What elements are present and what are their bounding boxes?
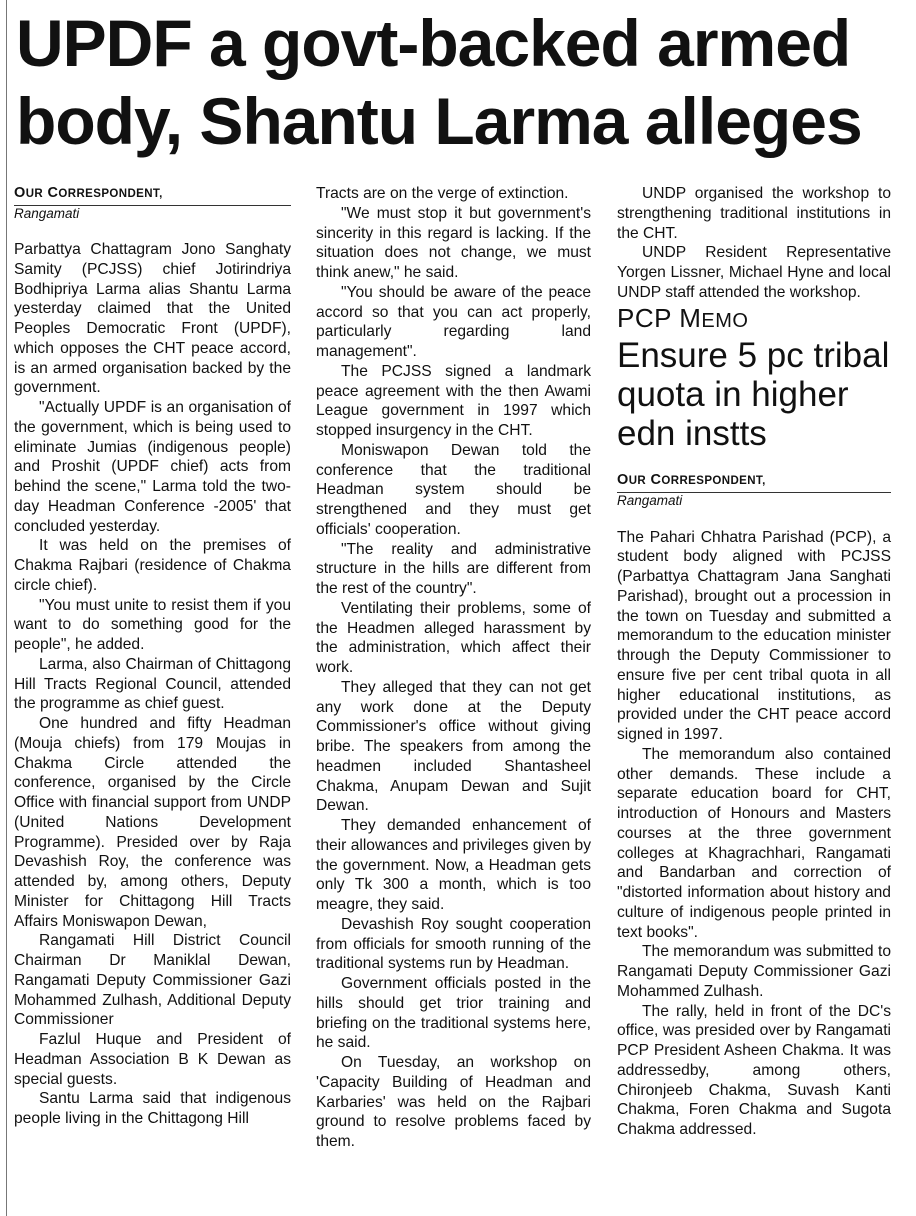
paragraph: Moniswapon Dewan told the conference that the traditional Headman system should be strengthened and they must get officials' cooperation. bbox=[316, 441, 591, 538]
article-column-1 bbox=[14, 184, 291, 1129]
paragraph: They demanded enhancement of their allowances and privileges given by the government. Now, a Headman gets only Tk 300 a month, which is too meagre, they said. bbox=[316, 817, 591, 913]
byline: OUR CORRESPONDENT, bbox=[14, 185, 163, 201]
paragraph: They alleged that they can not get any work done at the Deputy Commissioner's office without giving bribe. The speakers from among the headmen included Shantasheel Chakma, Anupam Dewan and Sujit Dewan. bbox=[316, 678, 591, 815]
byline-location: Rangamati bbox=[14, 206, 80, 221]
paragraph: Santu Larma said that indigenous people living in the Chittagong Hill bbox=[14, 1090, 291, 1127]
paragraph: Rangamati Hill District Council Chairman Dr Maniklal Dewan, Rangamati Deputy Commissioner Gazi Mohammed Zulhash, Additional Deputy Commissioner bbox=[14, 932, 291, 1029]
paragraph: The rally, held in front of the DC's office, was presided over by Rangamati PCP President Asheen Chakma. It was addressedby, among others, Chironjeeb Chakma, Suvash Kanti Chakma, Foren Chakma and Sugota Chakma addressed. bbox=[617, 1002, 891, 1138]
paragraph: "Actually UPDF is an organisation of the government, which is being used to eliminate Jumias (indigenous people) and Proshit (UPDF chief) acts from behind the scene," Larma told the two-day Headman Conference -2005' that concluded yesterday. bbox=[14, 399, 291, 535]
byline-location: Rangamati bbox=[617, 492, 683, 508]
paragraph: UNDP organised the workshop to strengthening traditional institutions in the CHT. bbox=[617, 185, 891, 242]
paragraph: The Pahari Chhatra Parishad (PCP), a student body aligned with PCJSS (Parbattya Chattagram Jana Sanghati Parishad), brought out a procession in the town on Tuesday and submitted a memorandum to the education minister through the Deputy Commissioner to ensure five per cent tribal quota in all higher educational institutions, as provided under the CHT peace accord signed in 1997. bbox=[617, 528, 891, 743]
paragraph: "You must unite to resist them if you want to do something good for the people", he added. bbox=[14, 596, 291, 653]
subheadline: Ensure 5 pc tribal quota in higher edn instts bbox=[617, 335, 890, 453]
paragraph: Ventilating their problems, some of the Headmen alleged harassment by the administration, which affect their work. bbox=[316, 599, 591, 676]
paragraph: Tracts are on the verge of extinction. bbox=[316, 185, 569, 202]
byline: OUR CORRESPONDENT, bbox=[617, 471, 766, 488]
paragraph: The memorandum was submitted to Rangamati Deputy Commissioner Gazi Mohammed Zulhash. bbox=[617, 943, 891, 1000]
paragraph: UNDP Resident Representative Yorgen Lissner, Michael Hyne and local UNDP staff attended the workshop. bbox=[617, 244, 891, 301]
paragraph: On Tuesday, an workshop on 'Capacity Building of Headman and Karbaries' was held on the Rajbari ground to resolve problems faced by them. bbox=[316, 1054, 591, 1150]
paragraph: The PCJSS signed a landmark peace agreement with the then Awami League government in 1997 which stopped insurgency in the CHT. bbox=[316, 362, 591, 439]
paragraph: It was held on the premises of Chakma Rajbari (residence of Chakma circle chief). bbox=[14, 537, 291, 594]
paragraph: "You should be aware of the peace accord so that you can act properly, particularly regarding land management". bbox=[316, 283, 591, 360]
paragraph: The memorandum also contained other demands. These include a separate education board for CHT, introduction of Honours and Masters courses at the three government colleges at Khagrachhari, Rangamati and Bandarban and correction of "distorted information about history and culture of indigenous people printed in text books". bbox=[617, 745, 891, 941]
paragraph: "The reality and administrative structure in the hills are different from the rest of the country". bbox=[316, 540, 591, 597]
article-column-2 bbox=[316, 184, 591, 1152]
section-kicker: PCP MEMO bbox=[617, 302, 749, 333]
paragraph: Parbattya Chattagram Jono Sanghaty Samity (PCJSS) chief Jotirindriya Bodhipriya Larma alias Shantu Larma yesterday claimed that the United Peoples Democratic Front (UPDF), which opposes the CHT peace accord, is an armed organisation backed by the government. bbox=[14, 241, 291, 397]
paragraph: Devashish Roy sought cooperation from officials for smooth running of the traditional systems run by Headman. bbox=[316, 915, 591, 973]
paragraph: "We must stop it but government's sincerity in this regard is lacking. If the situation does not change, we must think anew," he said. bbox=[316, 204, 591, 281]
paragraph: Fazlul Huque and President of Headman Association B K Dewan as special guests. bbox=[14, 1031, 291, 1088]
article-column-3 bbox=[617, 184, 891, 1140]
left-margin-rule bbox=[6, 0, 7, 1216]
paragraph: One hundred and fifty Headman (Mouja chiefs) from 179 Moujas in Chakma Circle attended the conference, organised by the Circle Office with financial support from UNDP (United Nations Development Programme). Presided over by Raja Devashish Roy, the conference was attended by, among others, Deputy Minister for Chittagong Hill Tracts Affairs Moniswapon Dewan, bbox=[14, 715, 291, 930]
paragraph: Government officials posted in the hills should get trior training and briefing on the traditional systems here, he said. bbox=[316, 975, 591, 1052]
paragraph: Larma, also Chairman of Chittagong Hill Tracts Regional Council, attended the programme as chief guest. bbox=[14, 655, 291, 713]
headline: UPDF a govt-backed armed body, Shantu Larma alleges bbox=[16, 6, 862, 158]
